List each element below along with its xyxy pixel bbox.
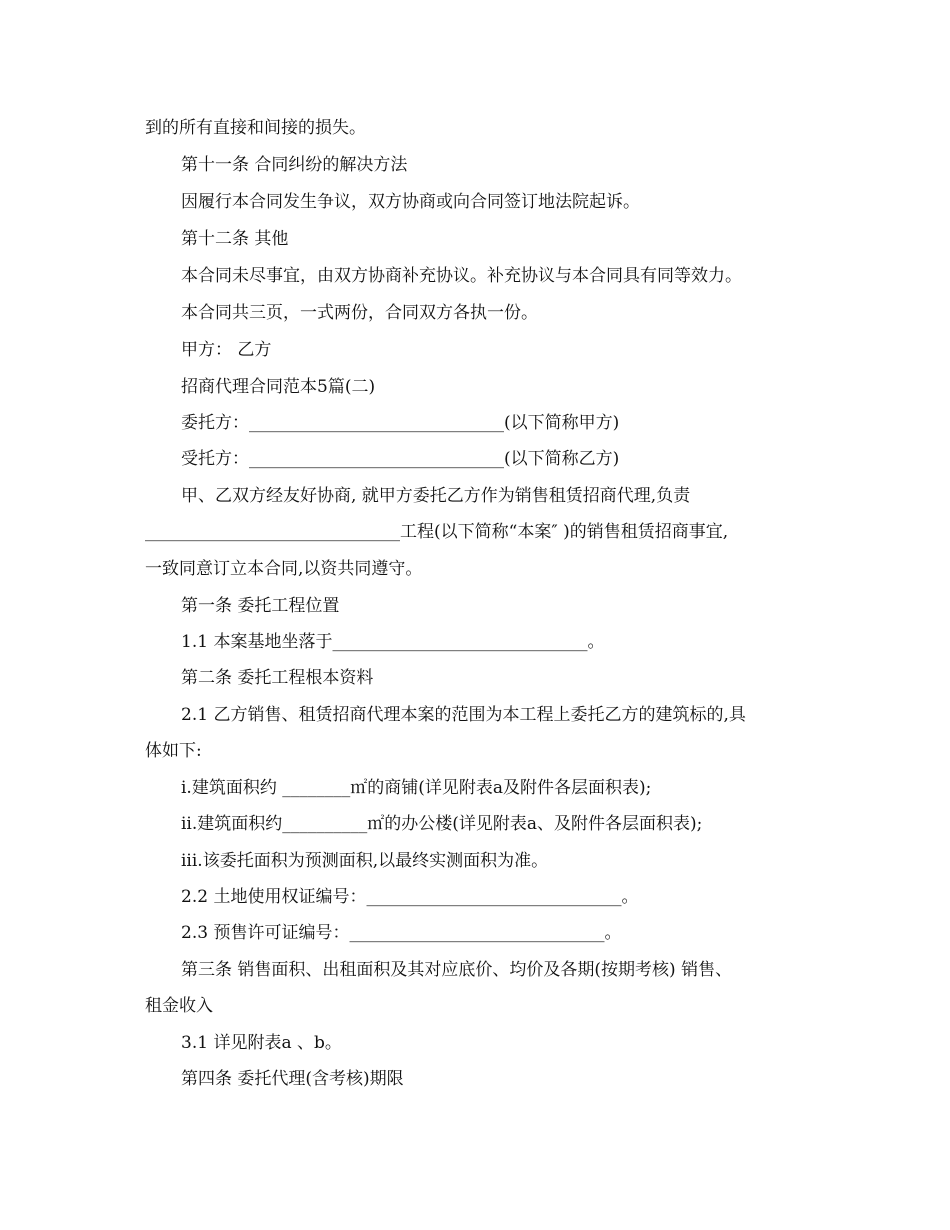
- text-line: 3.1 详见附表a 、b。: [181, 1033, 342, 1053]
- text-line: ______________________________工程(以下简称“本案″ )的销售租赁招商事宜,: [145, 522, 729, 542]
- text-line: 1.1 本案基地坐落于______________________________。: [181, 632, 605, 652]
- clause-heading-2: 第二条 委托工程根本资料: [181, 668, 374, 688]
- clause-heading-1: 第一条 委托工程位置: [181, 596, 340, 616]
- signature-line: 甲方： 乙方: [181, 340, 272, 360]
- text-line: 租金收入: [145, 996, 213, 1016]
- clause-heading-11: 第十一条 合同纠纷的解决方法: [181, 155, 408, 175]
- list-item: i.建筑面积约 ________㎡的商铺(详见附表a及附件各层面积表);: [181, 778, 652, 798]
- text-line: 甲、乙双方经友好协商, 就甲方委托乙方作为销售租赁招商代理,负责: [181, 486, 691, 506]
- text-line: 2.3 预售许可证编号：______________________________。: [181, 923, 622, 943]
- text-line: 因履行本合同发生争议，双方协商或向合同签订地法院起诉。: [181, 192, 640, 212]
- list-item: ii.建筑面积约__________㎡的办公楼(详见附表a、及附件各层面积表);: [181, 814, 703, 834]
- text-line: 一致同意订立本合同,以资共同遵守。: [145, 559, 423, 579]
- text-line: 本合同共三页，一式两份，合同双方各执一份。: [181, 303, 538, 323]
- text-line: 体如下:: [145, 741, 202, 761]
- agent-line: 受托方：______________________________(以下简称乙方): [181, 449, 620, 469]
- text-line: 2.2 土地使用权证编号：______________________________。: [181, 887, 639, 907]
- section-title: 招商代理合同范本5篇(二): [181, 377, 376, 397]
- list-item: iii.该委托面积为预测面积,以最终实测面积为准。: [181, 851, 549, 871]
- text-line: 2.1 乙方销售、租赁招商代理本案的范围为本工程上委托乙方的建筑标的,具: [181, 705, 746, 725]
- clause-heading-4: 第四条 委托代理(含考核)期限: [181, 1069, 404, 1089]
- clause-heading-12: 第十二条 其他: [181, 229, 289, 249]
- clause-heading-3: 第三条 销售面积、出租面积及其对应底价、均价及各期(按期考核) 销售、: [181, 960, 733, 980]
- text-line: 本合同未尽事宜，由双方协商补充协议。补充协议与本合同具有同等效力。: [181, 266, 742, 286]
- text-line: 到的所有直接和间接的损失。: [145, 118, 366, 138]
- principal-line: 委托方：______________________________(以下简称甲方): [181, 413, 620, 433]
